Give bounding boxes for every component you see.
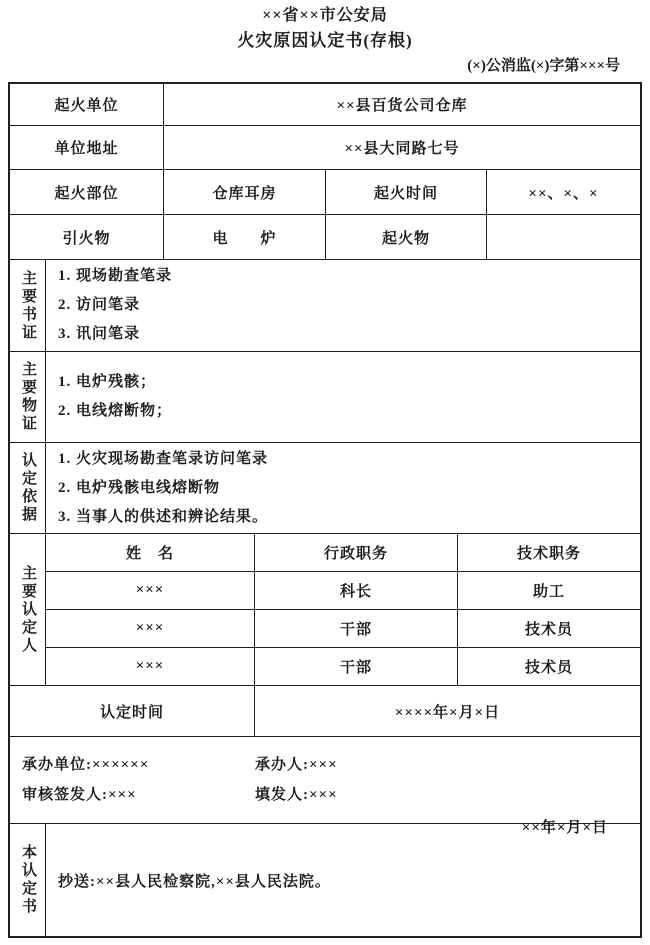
section-processing [10, 737, 640, 836]
determiner-name: ××× [46, 610, 255, 647]
documentary-evidence-label: 主要书证 [20, 269, 36, 342]
row-ignition [10, 215, 640, 260]
determiner-row [46, 610, 640, 648]
fire-location-label: 起火部位 [10, 170, 164, 214]
form-title: 火灾原因认定书(存根) [237, 31, 413, 50]
basis-line: 3. 当事人的供述和辨论结果。 [58, 508, 269, 525]
basis-line: 1. 火灾现场勘查笔录访问笔录 [58, 450, 269, 467]
copies-content: 抄送:××县人民检察院,××县人民法院。 [58, 873, 331, 890]
ignition-source-label: 引火物 [10, 215, 164, 259]
form-table [8, 82, 642, 938]
row-fire-unit [10, 84, 640, 126]
ignited-object-label: 起火物 [326, 215, 487, 259]
col-header-admin-post: 行政职务 [255, 534, 458, 571]
unit-address-value: ××县大同路七号 [344, 141, 460, 157]
section-documentary-evidence [10, 260, 640, 352]
determination-time-value: ××××年×月×日 [394, 704, 501, 721]
physical-evidence-label: 主要物证 [20, 361, 36, 433]
processing-reviewer: 审核签发人:××× [22, 787, 137, 803]
row-unit-address [10, 126, 640, 170]
physical-evidence-list [46, 352, 640, 442]
section-copies [10, 824, 640, 936]
col-header-name: 姓 名 [46, 534, 255, 571]
basis-line: 2. 电炉残骸电线熔断物 [58, 479, 221, 496]
row-determination-time [10, 686, 640, 737]
documentary-evidence-list [46, 260, 640, 351]
determiner-row [46, 572, 640, 610]
evidence-line: 3. 讯问笔录 [58, 326, 141, 342]
determiner-admin-post: 干部 [255, 610, 458, 647]
determiner-name: ××× [46, 648, 255, 685]
unit-address-label: 单位地址 [10, 126, 164, 169]
evidence-line: 2. 电线熔断物； [58, 403, 173, 419]
ignition-source-value: 电 炉 [164, 215, 326, 259]
determiner-row [46, 648, 640, 685]
determiners-table [46, 534, 640, 685]
col-header-tech-post: 技术职务 [516, 546, 581, 562]
determiner-tech-post: 助工 [532, 584, 565, 600]
fire-unit-label: 起火单位 [10, 84, 164, 125]
evidence-line: 2. 访问笔录 [58, 297, 141, 313]
determiner-tech-post: 技术员 [524, 622, 573, 638]
doc-number: (×)公消监(×)字第×××号 [467, 58, 620, 74]
determiner-admin-post: 干部 [255, 648, 458, 685]
processing-unit: 承办单位:×××××× [22, 757, 150, 773]
fire-time-label: 起火时间 [326, 170, 487, 214]
fire-unit-value: ××县百货公司仓库 [336, 98, 468, 114]
processing-filler: 填发人:××× [255, 787, 338, 803]
fire-time-value: ××、×、× [528, 185, 599, 202]
evidence-line: 1. 电炉残骸； [58, 374, 157, 390]
processing-handler: 承办人:××× [255, 757, 338, 773]
ignited-object-value [487, 215, 640, 259]
determiner-tech-post: 技术员 [524, 660, 573, 676]
section-determiners [10, 534, 640, 686]
determination-basis-label: 认定依据 [20, 452, 36, 524]
section-determination-basis [10, 443, 640, 534]
determination-time-label: 认定时间 [10, 686, 255, 736]
processing-date: ××年×月×日 [521, 820, 608, 836]
determiners-header-row [46, 534, 640, 572]
determiners-label: 主要认定人 [20, 564, 36, 655]
determination-basis-list [46, 443, 640, 533]
fire-location-value: 仓库耳房 [164, 170, 326, 214]
determiner-admin-post: 科长 [255, 572, 458, 609]
row-fire-location [10, 170, 640, 215]
evidence-line: 1. 现场勘查笔录 [58, 268, 173, 284]
org-name: ××省××市公安局 [262, 7, 388, 24]
section-physical-evidence [10, 352, 640, 443]
determiner-name: ××× [46, 572, 255, 609]
copies-label: 本认定书 [20, 844, 36, 916]
form-header [0, 0, 650, 78]
